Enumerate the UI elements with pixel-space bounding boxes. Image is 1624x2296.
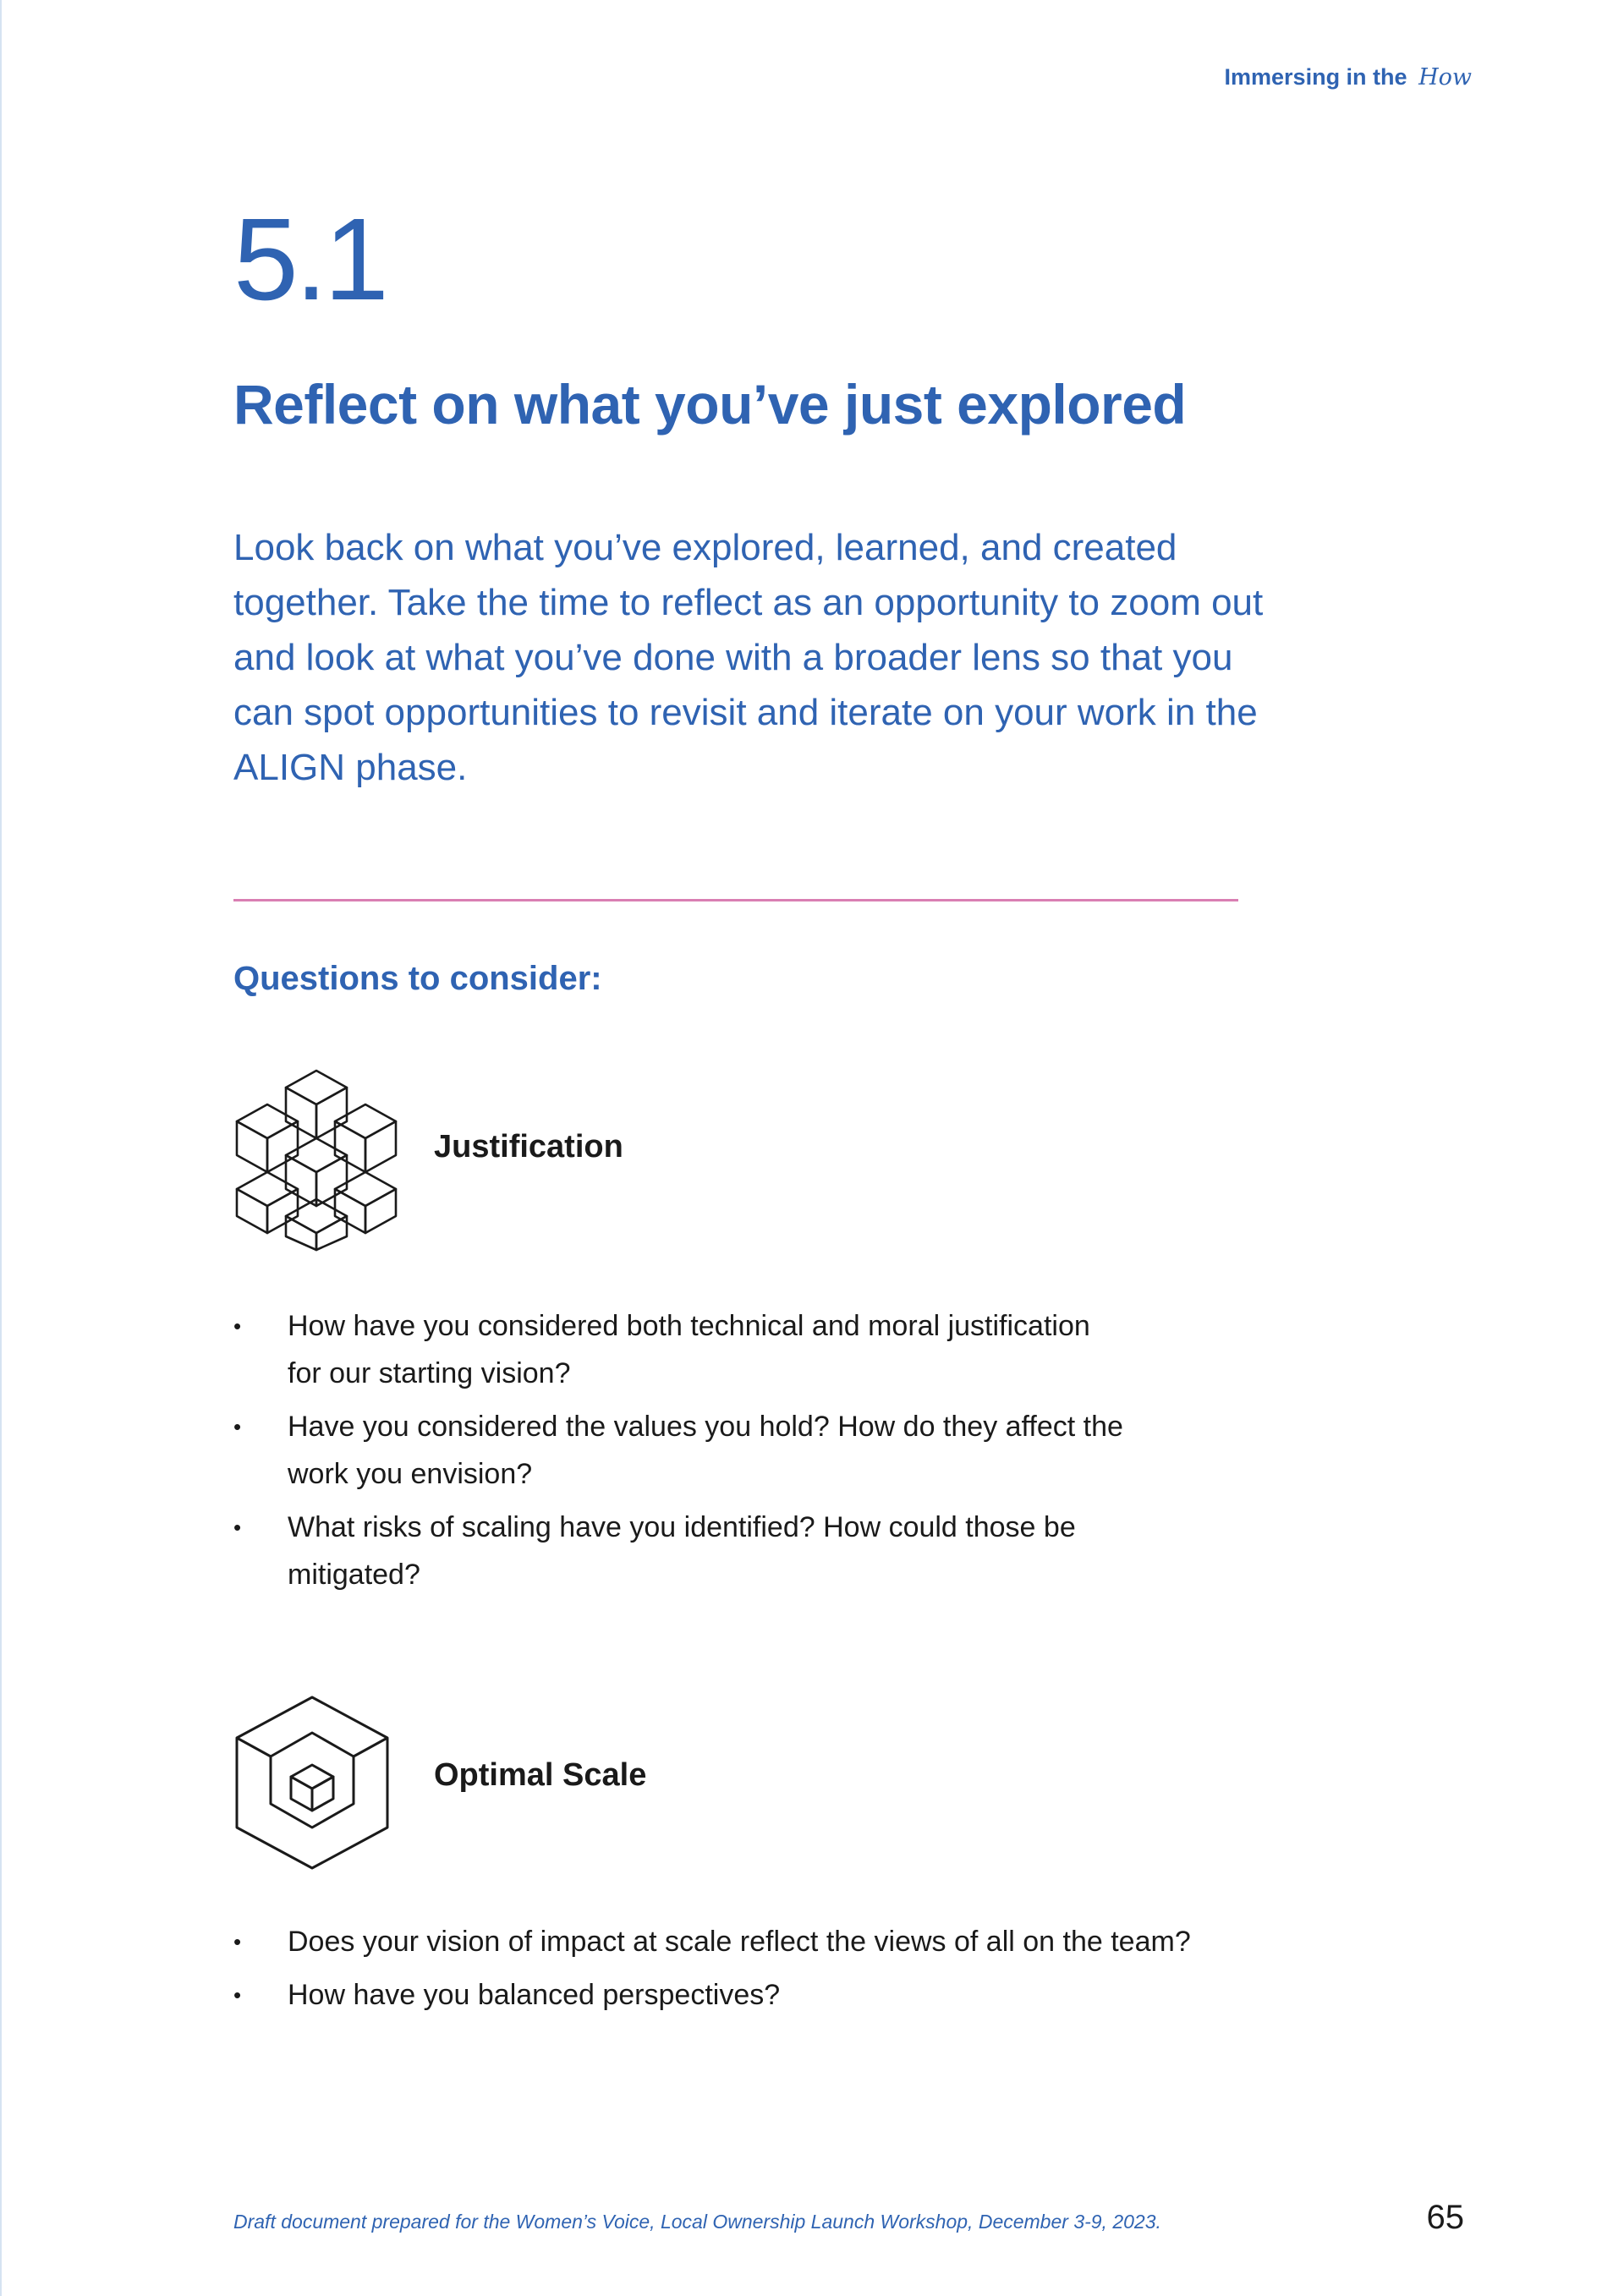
section-number: 5.1: [233, 195, 386, 325]
list-item: • How have you considered both technical and moral justification for our starting vision?: [233, 1302, 1130, 1397]
page-number: 65: [1426, 2199, 1464, 2236]
list-item: • Does your vision of impact at scale reflect the views of all on the team?: [233, 1918, 1333, 1965]
divider: [233, 899, 1238, 901]
header-prefix: Immersing in the: [1224, 64, 1407, 90]
page-edge: [0, 0, 2, 2296]
nested-cube-icon: [233, 1694, 391, 1871]
optimal-scale-questions: [233, 1918, 1333, 2025]
intro-paragraph: Look back on what you’ve explored, learned, and created together. Take the time to reflect as an opportunity to zoom out and look at what you’ve done with a broader lens so that you can spot opportunities to revisit and iterate on your work in the ALIGN phase.: [233, 527, 1264, 788]
list-item: • How have you balanced perspectives?: [233, 1971, 1333, 2019]
footer-note: Draft document prepared for the Women’s Voice, Local Ownership Launch Workshop, December 3-9, 2023.: [233, 2211, 1161, 2233]
section-title: Reflect on what you’ve just explored: [233, 373, 1187, 436]
list-item: • Have you considered the values you hold? How do they affect the work you envision?: [233, 1403, 1130, 1498]
subheading-optimal-scale: Optimal Scale: [434, 1757, 647, 1793]
list-item: • What risks of scaling have you identified? How could those be mitigated?: [233, 1504, 1130, 1598]
interlocking-cubes-icon: [233, 1067, 399, 1253]
running-header: [1225, 64, 1472, 90]
header-script-word: How: [1418, 64, 1472, 90]
questions-heading: Questions to consider:: [233, 960, 602, 997]
justification-questions: [233, 1302, 1130, 1604]
subheading-justification: Justification: [434, 1129, 623, 1164]
